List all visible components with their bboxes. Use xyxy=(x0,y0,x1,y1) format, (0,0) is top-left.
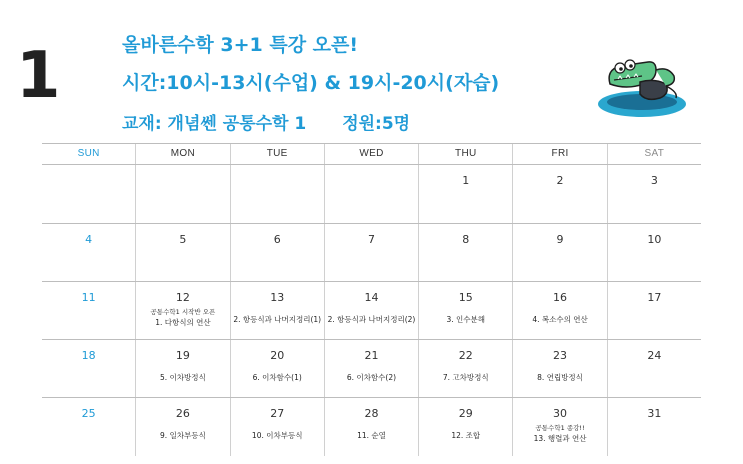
schedule-note: 4. 복소수의 연산 xyxy=(532,315,588,324)
schedule-note: 공통수학1 시작반 오픈 xyxy=(150,308,216,316)
weekday-sun: SUN xyxy=(77,148,100,159)
day-number: 19 xyxy=(175,349,190,362)
schedule-note: 3. 인수분해 xyxy=(446,315,486,324)
schedule-note: 6. 이차함수(2) xyxy=(346,373,397,382)
calendar-day-cell[interactable] xyxy=(607,282,701,339)
calendar-day-cell[interactable] xyxy=(324,340,418,397)
day-number: 31 xyxy=(647,407,662,420)
weekday-header xyxy=(42,144,701,165)
schedule-note: 5. 이차방정식 xyxy=(160,373,206,382)
schedule-note: 13. 행렬과 연산 xyxy=(533,434,587,443)
calendar-grid xyxy=(42,143,701,455)
calendar-day-cell[interactable] xyxy=(512,340,606,397)
calendar-day-cell[interactable] xyxy=(230,340,324,397)
day-number: 15 xyxy=(458,291,473,304)
announcement-title: 올바른수학 3+1 특강 오픈! xyxy=(122,34,359,56)
day-number: 2 xyxy=(556,174,564,187)
weekday-fri: FRI xyxy=(512,144,606,164)
crocodile-mascot-icon xyxy=(596,48,688,120)
calendar-day-cell[interactable] xyxy=(324,398,418,456)
day-number: 25 xyxy=(81,407,96,420)
day-number: 6 xyxy=(273,233,281,246)
schedule-note: 8. 연립방정식 xyxy=(537,373,583,382)
calendar-day-cell[interactable] xyxy=(418,398,512,456)
calendar-week xyxy=(42,340,701,398)
schedule-note: 11. 순열 xyxy=(357,431,386,440)
schedule-note: 1. 다항식의 연산 xyxy=(155,318,211,327)
calendar-day-cell[interactable] xyxy=(42,165,135,223)
calendar-day-cell[interactable] xyxy=(418,282,512,339)
class-time: 시간:10시-13시(수업) & 19시-20시(자습) xyxy=(122,72,500,94)
schedule-note: 12. 조합 xyxy=(451,431,481,440)
calendar-day-cell[interactable] xyxy=(135,340,229,397)
textbook-info: 교재: 개념쎈 공통수학 1 xyxy=(122,114,307,134)
day-number: 26 xyxy=(175,407,190,420)
calendar-day-cell[interactable] xyxy=(512,398,606,456)
weekday-mon: MON xyxy=(135,144,229,164)
weekday-sat: SAT xyxy=(607,144,701,164)
calendar-weeks xyxy=(42,165,701,456)
textbook-capacity-line xyxy=(122,109,410,134)
calendar-day-cell[interactable] xyxy=(418,340,512,397)
calendar-day-cell[interactable] xyxy=(324,224,418,281)
calendar-day-cell[interactable] xyxy=(607,224,701,281)
calendar-day-cell[interactable] xyxy=(135,224,229,281)
calendar-day-cell[interactable] xyxy=(418,224,512,281)
calendar-day-cell[interactable] xyxy=(135,398,229,456)
calendar-day-cell[interactable] xyxy=(512,165,606,223)
day-number: 8 xyxy=(462,233,470,246)
calendar-day-cell[interactable] xyxy=(607,165,701,223)
calendar-day-cell[interactable] xyxy=(418,165,512,223)
day-number: 14 xyxy=(364,291,379,304)
calendar-day-cell[interactable] xyxy=(324,165,418,223)
calendar-day-cell[interactable] xyxy=(230,224,324,281)
weekday-tue: TUE xyxy=(230,144,324,164)
calendar-day-cell[interactable] xyxy=(42,282,135,339)
calendar-week xyxy=(42,165,701,224)
schedule-note: 2. 항등식과 나머지정리(1) xyxy=(233,315,322,324)
day-number: 4 xyxy=(85,233,93,246)
schedule-note: 공통수학1 종강!! xyxy=(535,424,585,432)
calendar-day-cell[interactable] xyxy=(607,340,701,397)
schedule-note: 9. 일차부등식 xyxy=(160,431,206,440)
calendar-week xyxy=(42,282,701,340)
day-number: 28 xyxy=(364,407,379,420)
calendar-day-cell[interactable] xyxy=(42,398,135,456)
weekday-wed: WED xyxy=(324,144,418,164)
calendar-week xyxy=(42,224,701,282)
schedule-note: 2. 항등식과 나머지정리(2) xyxy=(327,315,416,324)
day-number: 13 xyxy=(270,291,285,304)
day-number: 22 xyxy=(458,349,473,362)
day-number: 29 xyxy=(458,407,473,420)
day-number: 23 xyxy=(553,349,568,362)
day-number: 3 xyxy=(650,174,658,187)
calendar-day-cell[interactable] xyxy=(42,340,135,397)
calendar-day-cell[interactable] xyxy=(230,282,324,339)
calendar-week xyxy=(42,398,701,456)
day-number: 21 xyxy=(364,349,379,362)
calendar-day-cell[interactable] xyxy=(42,224,135,281)
calendar-day-cell[interactable] xyxy=(230,398,324,456)
calendar-day-cell[interactable] xyxy=(324,282,418,339)
calendar-day-cell[interactable] xyxy=(607,398,701,456)
calendar-day-cell[interactable] xyxy=(135,165,229,223)
calendar-day-cell[interactable] xyxy=(512,282,606,339)
weekday-thu: THU xyxy=(418,144,512,164)
day-number: 12 xyxy=(175,291,190,304)
day-number: 18 xyxy=(81,349,96,362)
schedule-note: 6. 이차함수(1) xyxy=(252,373,302,382)
day-number: 27 xyxy=(270,407,285,420)
day-number: 10 xyxy=(647,233,662,246)
day-number: 20 xyxy=(270,349,285,362)
calendar-day-cell[interactable] xyxy=(230,165,324,223)
calendar-day-cell[interactable] xyxy=(135,282,229,339)
day-number: 9 xyxy=(556,233,564,246)
day-number: 17 xyxy=(647,291,662,304)
month-number: 1 xyxy=(16,39,59,113)
day-number: 7 xyxy=(367,233,375,246)
day-number: 1 xyxy=(462,174,470,187)
day-number: 11 xyxy=(81,291,96,304)
day-number: 5 xyxy=(179,233,187,246)
capacity-info: 정원:5명 xyxy=(342,114,411,134)
schedule-note: 10. 이차부등식 xyxy=(251,431,303,440)
day-number: 16 xyxy=(553,291,568,304)
calendar-day-cell[interactable] xyxy=(512,224,606,281)
day-number: 24 xyxy=(647,349,662,362)
schedule-note: 7. 고차방정식 xyxy=(442,373,489,382)
day-number: 30 xyxy=(553,407,568,420)
